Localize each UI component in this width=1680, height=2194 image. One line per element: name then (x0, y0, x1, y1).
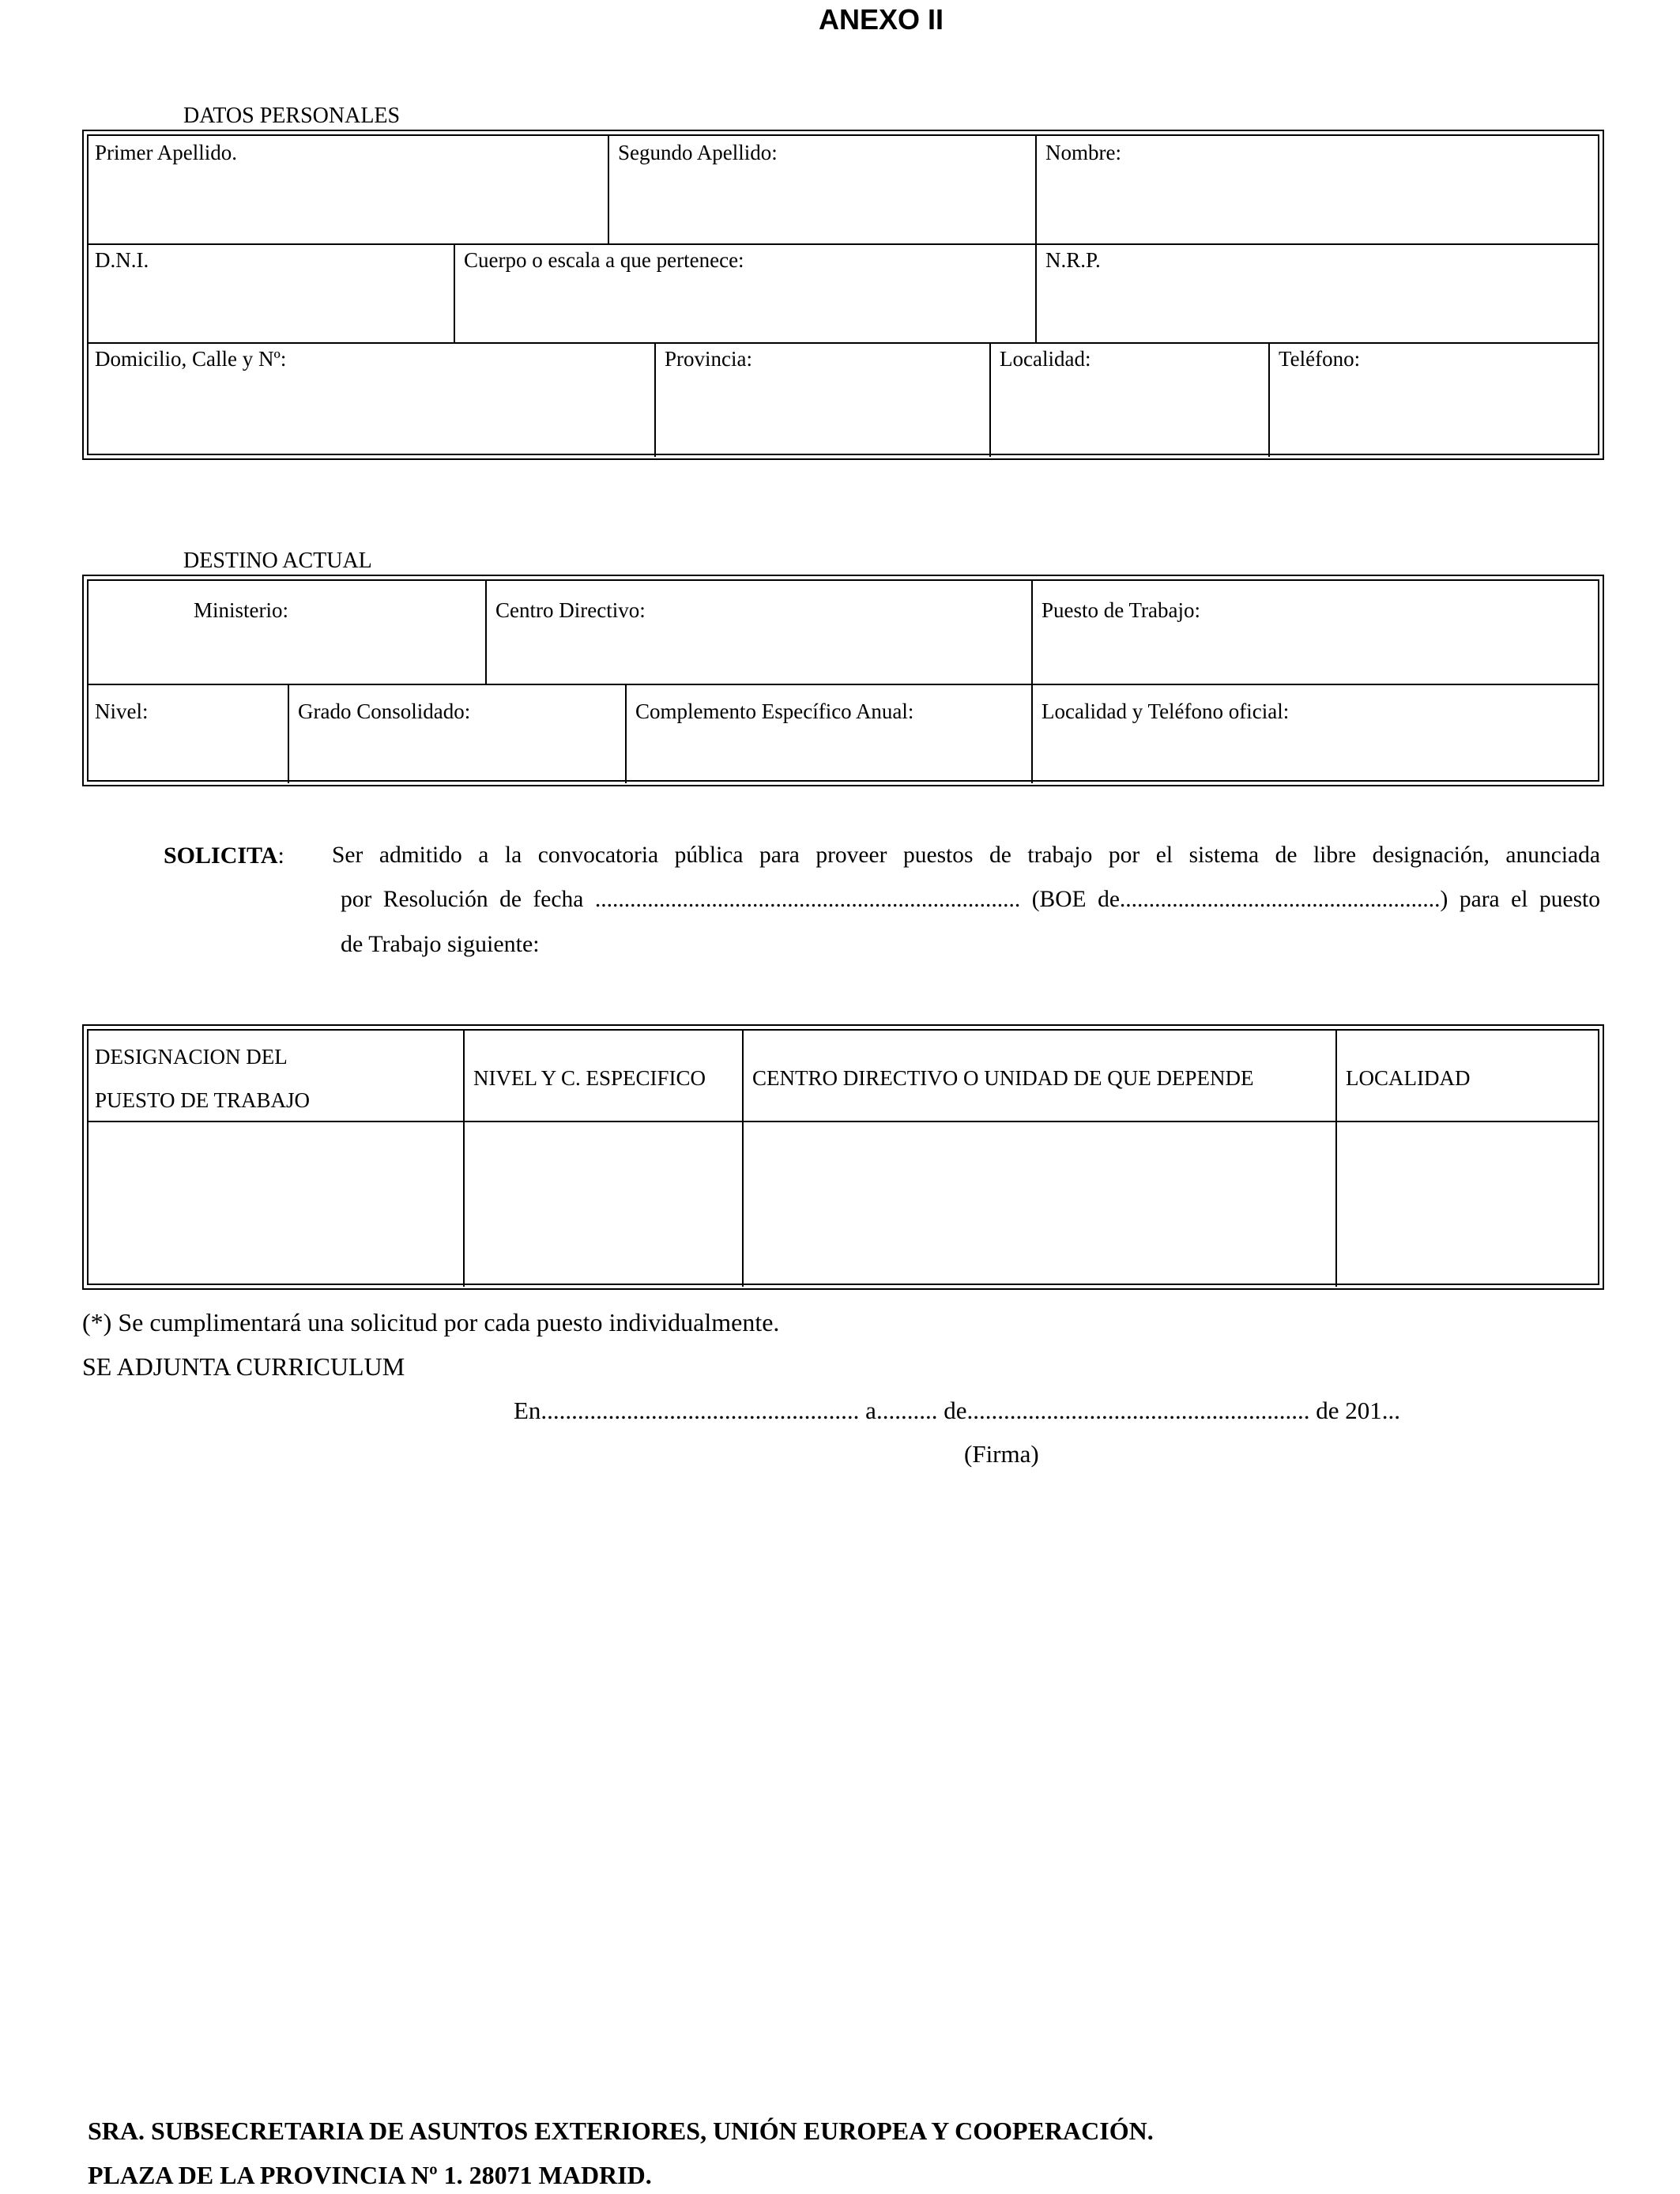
field-localidad[interactable]: Localidad: (1000, 347, 1091, 371)
field-cuerpo-escala[interactable]: Cuerpo o escala a que pertenece: (464, 248, 744, 272)
cell-centro-directivo-input[interactable] (745, 1122, 1334, 1285)
solicita-line-3: de Trabajo siguiente: (341, 931, 540, 957)
header-designacion-line-2: PUESTO DE TRABAJO (95, 1088, 311, 1112)
header-localidad: LOCALIDAD (1346, 1066, 1471, 1090)
header-designacion-line-1: DESIGNACION DEL (95, 1045, 288, 1069)
field-provincia[interactable]: Provincia: (665, 347, 752, 371)
datos-personales-table (82, 130, 1604, 460)
field-segundo-apellido[interactable]: Segundo Apellido: (618, 141, 778, 164)
cell-localidad-input[interactable] (1339, 1122, 1599, 1285)
field-nivel[interactable]: Nivel: (95, 699, 149, 723)
field-localidad-telefono-oficial[interactable]: Localidad y Teléfono oficial: (1042, 699, 1290, 723)
field-nombre[interactable]: Nombre: (1045, 141, 1121, 164)
field-telefono[interactable]: Teléfono: (1279, 347, 1361, 371)
field-dni[interactable]: D.N.I. (95, 248, 149, 272)
adjunta-curriculum: SE ADJUNTA CURRICULUM (82, 1352, 405, 1381)
solicita-word: SOLICITA (164, 843, 278, 869)
footer-line-2: PLAZA DE LA PROVINCIA Nº 1. 28071 MADRID. (88, 2161, 652, 2189)
document-title: ANEXO II (818, 3, 944, 36)
note-text: (*) Se cumplimentará una solicitud por cada puesto individualmente. (82, 1308, 780, 1336)
field-complemento-especifico[interactable]: Complemento Específico Anual: (635, 699, 914, 723)
section-heading-datos-personales: DATOS PERSONALES (183, 104, 401, 128)
section-heading-destino-actual: DESTINO ACTUAL (183, 548, 372, 573)
field-nrp[interactable]: N.R.P. (1045, 248, 1101, 272)
cell-nivel-input[interactable] (466, 1122, 740, 1285)
field-domicilio[interactable]: Domicilio, Calle y Nº: (95, 347, 287, 371)
field-centro-directivo[interactable]: Centro Directivo: (495, 598, 646, 622)
solicita-line-2: por Resolución de fecha ......................................................................... (BOE de.......................................................) para el puesto (341, 887, 1600, 912)
header-nivel-c-especifico: NIVEL Y C. ESPECIFICO (473, 1066, 706, 1090)
footer-line-1: SRA. SUBSECRETARIA DE ASUNTOS EXTERIORES, UNIÓN EUROPEA Y COOPERACIÓN. (88, 2117, 1154, 2145)
header-centro-directivo-unidad: CENTRO DIRECTIVO O UNIDAD DE QUE DEPENDE (752, 1066, 1254, 1090)
destino-actual-table (82, 575, 1604, 786)
firma-label: (Firma) (964, 1440, 1039, 1468)
cell-designacion-input[interactable] (90, 1122, 461, 1285)
solicita-label (164, 843, 284, 869)
field-primer-apellido[interactable]: Primer Apellido. (95, 141, 237, 164)
date-line[interactable]: En.................................................... a.......... de........................................................ de 201... (514, 1397, 1400, 1424)
puesto-solicitado-table (82, 1024, 1604, 1290)
field-puesto-trabajo[interactable]: Puesto de Trabajo: (1042, 598, 1201, 622)
solicita-line-1: Ser admitido a la convocatoria pública para proveer puestos de trabajo por el sistema de libre designación, anunciada (332, 843, 1600, 868)
field-grado-consolidado[interactable]: Grado Consolidado: (298, 699, 471, 723)
field-ministerio[interactable]: Ministerio: (194, 598, 288, 622)
solicita-colon: : (277, 843, 284, 869)
